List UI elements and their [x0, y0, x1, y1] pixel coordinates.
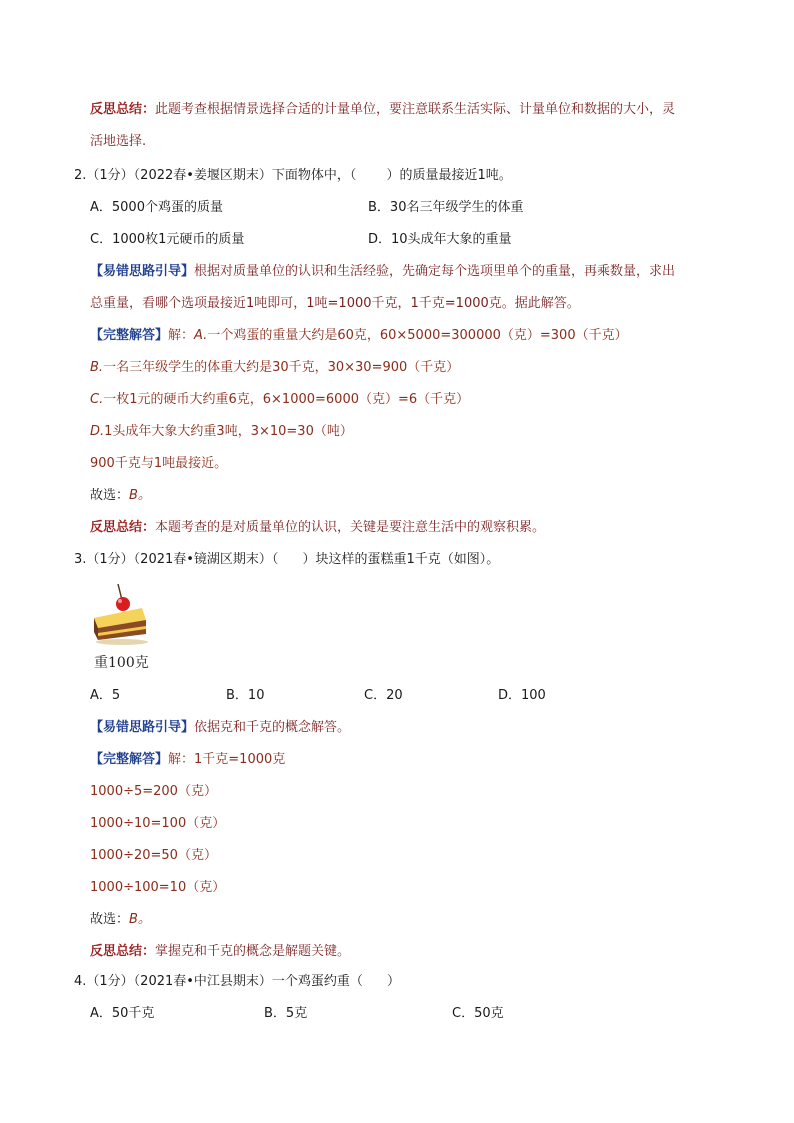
- q3-answer-text: 解：1千克=1000克: [168, 752, 286, 767]
- q4-meta-end: ）: [386, 974, 400, 989]
- q2-answer-c-text: 一枚1元的硬币大约重6克，6×1000=6000（克）=6（千克）: [103, 392, 470, 407]
- q2-guide-text-1: 根据对质量单位的认识和生活经验，先确定每个选项里单个的重量，再乘数量，求出: [194, 264, 676, 279]
- q1-reflection-text-2: 活地选择.: [90, 134, 147, 149]
- q3-option-a: A．5: [90, 688, 121, 703]
- q4-question: [74, 972, 400, 992]
- q2-choice: [90, 486, 151, 506]
- q2-option-a: A．5000个鸡蛋的质量: [90, 200, 223, 215]
- q2-reflection: [90, 518, 545, 538]
- q3-calc-4: 1000÷100=10（克）: [90, 880, 226, 895]
- cake-weight-caption: 重100克: [94, 655, 149, 671]
- q2-reflection-text: 本题考查的是对质量单位的认识，关键是要注意生活中的观察积累。: [155, 520, 546, 535]
- q2-meta: （1分）（2022春•姜堰区期末）下面物体中，（: [86, 168, 357, 183]
- q3-reflection-text: 掌握克和千克的概念是解题关键。: [155, 944, 351, 959]
- q2-meta-end: ）的质量最接近1吨。: [386, 168, 512, 183]
- q2-answer-d-tag: D.: [90, 424, 105, 439]
- q2-answer-a-text: 一个鸡蛋的重量大约是60克，60×5000=300000（克）=300（千克）: [207, 328, 628, 343]
- q2-conclusion: 900千克与1吨最接近。: [90, 456, 228, 471]
- q2-guide: [90, 262, 675, 282]
- q1-reflection: [90, 100, 675, 120]
- q3-calc-1: 1000÷5=200（克）: [90, 784, 217, 799]
- q3-meta: （1分）（2021春•镜湖区期末）（: [86, 552, 279, 567]
- q2-option-d: D．10头成年大象的重量: [368, 232, 512, 247]
- q2-reflection-label: 反思总结：: [90, 520, 156, 535]
- q3-option-d: D．100: [498, 688, 546, 703]
- q4-option-b: B．5克: [264, 1006, 308, 1021]
- q4-meta: （1分）（2021春•中江县期末）一个鸡蛋约重（: [86, 974, 363, 989]
- q2-answer-label: 【完整解答】: [90, 328, 169, 343]
- q4-option-a: A．50千克: [90, 1006, 155, 1021]
- q2-answer-c-tag: C.: [90, 392, 104, 407]
- q2-guide-label: 【易错思路引导】: [90, 264, 195, 279]
- q3-calc-3: 1000÷20=50（克）: [90, 848, 217, 863]
- q3-question: [74, 550, 499, 570]
- q3-guide-label: 【易错思路引导】: [90, 720, 195, 735]
- q3-option-c: C．20: [364, 688, 403, 703]
- q2-option-c: C．1000枚1元硬币的质量: [90, 232, 245, 247]
- q2-answer-b-text: 一名三年级学生的体重大约是30千克，30×30=900（千克）: [103, 360, 460, 375]
- q3-reflection-label: 反思总结：: [90, 944, 156, 959]
- q2-question: [74, 166, 512, 186]
- q3-calc-2: 1000÷10=100（克）: [90, 816, 226, 831]
- q2-option-b: B．30名三年级学生的体重: [368, 200, 524, 215]
- q3-guide-text: 依据克和千克的概念解答。: [194, 720, 351, 735]
- cake-slice-illustration: [88, 578, 152, 648]
- q2-number: 2.: [74, 168, 87, 183]
- q2-answer-a-tag: A.: [194, 328, 208, 343]
- q3-meta-end: ）块这样的蛋糕重1千克（如图）。: [302, 552, 500, 567]
- q2-answer-c: [90, 390, 469, 410]
- q2-choice-label: 故选：: [90, 488, 130, 503]
- q3-choice-value: B。: [129, 912, 151, 927]
- q1-reflection-text-1: 此题考查根据情景选择合适的计量单位，要注意联系生活实际、计量单位和数据的大小，灵: [155, 102, 676, 117]
- q3-answer: [90, 750, 285, 770]
- q3-number: 3.: [74, 552, 87, 567]
- q4-number: 4.: [74, 974, 87, 989]
- q3-option-b: B．10: [226, 688, 265, 703]
- q2-answer-b: [90, 358, 459, 378]
- q2-guide-text-2: 总重量，看哪个选项最接近1吨即可，1吨=1000千克，1千克=1000克。据此解答。: [90, 296, 580, 311]
- q4-option-c: C．50克: [452, 1006, 504, 1021]
- q3-choice-label: 故选：: [90, 912, 130, 927]
- q3-guide: [90, 718, 350, 738]
- q3-answer-label: 【完整解答】: [90, 752, 169, 767]
- q2-answer-d-text: 1头成年大象大约重3吨，3×10=30（吨）: [104, 424, 353, 439]
- cake-image: [88, 578, 152, 648]
- q2-answer-b-tag: B.: [90, 360, 104, 375]
- q2-answer-prefix: 解：: [168, 328, 195, 343]
- q1-reflection-label: 反思总结：: [90, 102, 156, 117]
- q3-choice: [90, 910, 151, 930]
- q3-reflection: [90, 942, 350, 962]
- q2-answer-d: [90, 422, 353, 442]
- q2-choice-value: B。: [129, 488, 151, 503]
- q2-answer-a: [90, 326, 628, 346]
